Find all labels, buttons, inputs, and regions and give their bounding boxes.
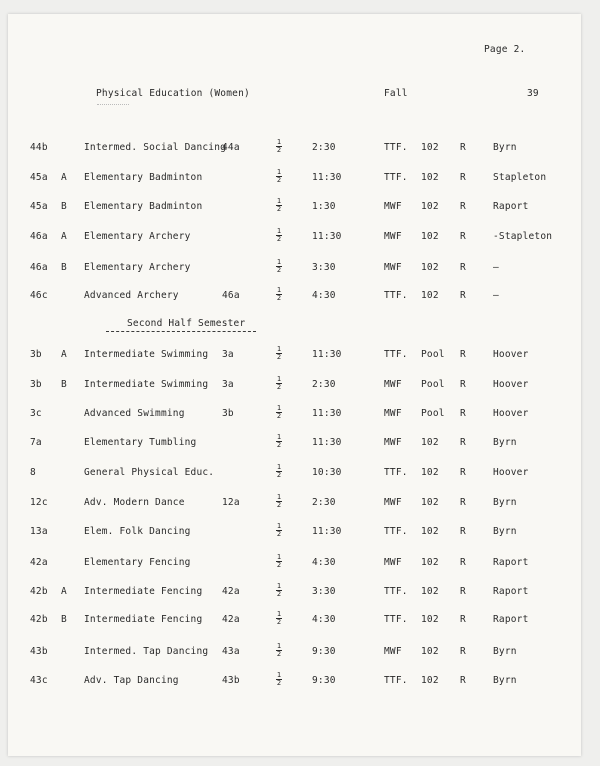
credit-numerator: 1 (276, 642, 282, 650)
status-code: R (460, 497, 466, 508)
course-number: 8 (30, 467, 36, 478)
class-time: 2:30 (312, 379, 336, 390)
class-time: 3:30 (312, 262, 336, 273)
class-time: 2:30 (312, 142, 336, 153)
credit-numerator: 1 (276, 375, 282, 383)
credit-fraction (275, 169, 283, 184)
course-title: Elementary Archery (84, 262, 191, 273)
credit-numerator: 1 (276, 404, 282, 412)
class-time: 9:30 (312, 646, 336, 657)
credit-numerator: 1 (276, 671, 282, 679)
course-title: Adv. Modern Dance (84, 497, 185, 508)
section-letter: B (61, 201, 67, 212)
meeting-days: MWF (384, 497, 402, 508)
course-number: 44b (30, 142, 48, 153)
room: 102 (421, 526, 439, 537)
course-title: Intermediate Fencing (84, 614, 203, 625)
instructor: Byrn (493, 497, 517, 508)
prerequisite: 43a (222, 646, 240, 657)
room: 102 (421, 172, 439, 183)
instructor: Raport (493, 586, 529, 597)
section-letter: A (61, 172, 67, 183)
status-code: R (460, 675, 466, 686)
prerequisite: 3a (222, 349, 234, 360)
credit-fraction (275, 405, 283, 420)
status-code: R (460, 290, 466, 301)
meeting-days: MWF (384, 201, 402, 212)
credit-fraction (275, 672, 283, 687)
instructor: -Stapleton (493, 231, 553, 242)
section-letter: A (61, 586, 67, 597)
course-title: Advanced Swimming (84, 408, 185, 419)
class-time: 1:30 (312, 201, 336, 212)
credit-fraction (275, 287, 283, 302)
prerequisite: 12a (222, 497, 240, 508)
credit-fraction (275, 494, 283, 509)
class-time: 9:30 (312, 675, 336, 686)
credit-numerator: 1 (276, 463, 282, 471)
room: 102 (421, 557, 439, 568)
course-number: 46a (30, 262, 48, 273)
credit-fraction (275, 259, 283, 274)
course-title: Intermed. Tap Dancing (84, 646, 209, 657)
course-number: 42a (30, 557, 48, 568)
status-code: R (460, 437, 466, 448)
credit-numerator: 1 (276, 197, 282, 205)
section-letter: B (61, 262, 67, 273)
credit-denominator: 2 (276, 441, 282, 449)
status-code: R (460, 201, 466, 212)
instructor: Hoover (493, 467, 529, 478)
instructor: Byrn (493, 526, 517, 537)
credit-numerator: 1 (276, 493, 282, 501)
room: 102 (421, 201, 439, 212)
meeting-days: MWF (384, 231, 402, 242)
instructor: — (493, 262, 499, 273)
credit-denominator: 2 (276, 205, 282, 213)
instructor: — (493, 290, 499, 301)
status-code: R (460, 526, 466, 537)
credit-denominator: 2 (276, 679, 282, 687)
status-code: R (460, 646, 466, 657)
course-title: Intermediate Swimming (84, 379, 209, 390)
prerequisite: 42a (222, 586, 240, 597)
instructor: Raport (493, 557, 529, 568)
class-time: 2:30 (312, 497, 336, 508)
instructor: Raport (493, 201, 529, 212)
course-title: Advanced Archery (84, 290, 179, 301)
prerequisite: 42a (222, 614, 240, 625)
instructor: Byrn (493, 675, 517, 686)
course-title: General Physical Educ. (84, 467, 215, 478)
credit-denominator: 2 (276, 561, 282, 569)
room: Pool (421, 379, 445, 390)
status-code: R (460, 467, 466, 478)
course-title: Intermed. Social Dancing (84, 142, 227, 153)
course-number: 3c (30, 408, 42, 419)
status-code: R (460, 231, 466, 242)
course-title: Elementary Badminton (84, 172, 203, 183)
course-number: 43c (30, 675, 48, 686)
status-code: R (460, 379, 466, 390)
status-code: R (460, 262, 466, 273)
credit-fraction (275, 643, 283, 658)
credit-numerator: 1 (276, 258, 282, 266)
credit-numerator: 1 (276, 286, 282, 294)
credit-denominator: 2 (276, 590, 282, 598)
page-code: 39 (527, 88, 539, 99)
meeting-days: MWF (384, 379, 402, 390)
meeting-days: MWF (384, 557, 402, 568)
status-code: R (460, 349, 466, 360)
credit-fraction (275, 523, 283, 538)
class-time: 4:30 (312, 557, 336, 568)
instructor: Byrn (493, 437, 517, 448)
course-number: 12c (30, 497, 48, 508)
meeting-days: TTF. (384, 172, 408, 183)
status-code: R (460, 172, 466, 183)
status-code: R (460, 142, 466, 153)
status-code: R (460, 557, 466, 568)
meeting-days: TTF. (384, 467, 408, 478)
class-time: 11:30 (312, 526, 342, 537)
course-title: Intermediate Swimming (84, 349, 209, 360)
credit-fraction (275, 583, 283, 598)
course-number: 45a (30, 172, 48, 183)
class-time: 11:30 (312, 172, 342, 183)
instructor: Hoover (493, 349, 529, 360)
class-time: 10:30 (312, 467, 342, 478)
course-title: Elementary Archery (84, 231, 191, 242)
prerequisite: 44a (222, 142, 240, 153)
class-time: 11:30 (312, 408, 342, 419)
credit-numerator: 1 (276, 553, 282, 561)
class-time: 11:30 (312, 231, 342, 242)
course-number: 42b (30, 614, 48, 625)
room: 102 (421, 586, 439, 597)
class-time: 11:30 (312, 349, 342, 360)
credit-fraction (275, 139, 283, 154)
second-half-heading: Second Half Semester (127, 318, 246, 329)
instructor: Hoover (493, 408, 529, 419)
credit-fraction (275, 464, 283, 479)
status-code: R (460, 586, 466, 597)
instructor: Hoover (493, 379, 529, 390)
credit-numerator: 1 (276, 345, 282, 353)
credit-denominator: 2 (276, 650, 282, 658)
meeting-days: TTF. (384, 290, 408, 301)
room: 102 (421, 142, 439, 153)
credit-fraction (275, 434, 283, 449)
meeting-days: TTF. (384, 142, 408, 153)
credit-denominator: 2 (276, 501, 282, 509)
room: 102 (421, 467, 439, 478)
section-letter: B (61, 379, 67, 390)
prerequisite: 3b (222, 408, 234, 419)
second-half-underline (106, 331, 256, 332)
credit-denominator: 2 (276, 471, 282, 479)
class-time: 4:30 (312, 290, 336, 301)
meeting-days: TTF. (384, 349, 408, 360)
meeting-days: TTF. (384, 614, 408, 625)
credit-denominator: 2 (276, 383, 282, 391)
credit-fraction (275, 611, 283, 626)
credit-numerator: 1 (276, 433, 282, 441)
room: Pool (421, 349, 445, 360)
room: 102 (421, 290, 439, 301)
credit-denominator: 2 (276, 235, 282, 243)
prerequisite: 43b (222, 675, 240, 686)
course-number: 7a (30, 437, 42, 448)
class-time: 3:30 (312, 586, 336, 597)
credit-numerator: 1 (276, 227, 282, 235)
instructor: Raport (493, 614, 529, 625)
credit-fraction (275, 228, 283, 243)
room: 102 (421, 262, 439, 273)
meeting-days: MWF (384, 646, 402, 657)
course-number: 46c (30, 290, 48, 301)
status-code: R (460, 408, 466, 419)
credit-fraction (275, 376, 283, 391)
room: 102 (421, 497, 439, 508)
meeting-days: MWF (384, 262, 402, 273)
room: 102 (421, 675, 439, 686)
course-number: 45a (30, 201, 48, 212)
room: 102 (421, 437, 439, 448)
credit-numerator: 1 (276, 582, 282, 590)
credit-fraction (275, 554, 283, 569)
course-title: Elementary Tumbling (84, 437, 197, 448)
course-title: Elementary Fencing (84, 557, 191, 568)
instructor: Stapleton (493, 172, 547, 183)
room: 102 (421, 614, 439, 625)
credit-numerator: 1 (276, 168, 282, 176)
prerequisite: 46a (222, 290, 240, 301)
credit-fraction (275, 346, 283, 361)
status-code: R (460, 614, 466, 625)
credit-denominator: 2 (276, 294, 282, 302)
meeting-days: TTF. (384, 526, 408, 537)
instructor: Byrn (493, 142, 517, 153)
course-number: 3b (30, 349, 42, 360)
credit-denominator: 2 (276, 618, 282, 626)
credit-denominator: 2 (276, 176, 282, 184)
course-number: 43b (30, 646, 48, 657)
credit-numerator: 1 (276, 610, 282, 618)
section-letter: A (61, 349, 67, 360)
credit-denominator: 2 (276, 412, 282, 420)
meeting-days: TTF. (384, 586, 408, 597)
page-number: Page 2. (484, 44, 526, 55)
credit-fraction (275, 198, 283, 213)
room: 102 (421, 231, 439, 242)
course-number: 3b (30, 379, 42, 390)
meeting-days: MWF (384, 437, 402, 448)
course-title: Adv. Tap Dancing (84, 675, 179, 686)
course-number: 42b (30, 586, 48, 597)
prerequisite: 3a (222, 379, 234, 390)
term-heading: Fall (384, 88, 408, 99)
credit-denominator: 2 (276, 530, 282, 538)
credit-numerator: 1 (276, 522, 282, 530)
credit-denominator: 2 (276, 353, 282, 361)
credit-denominator: 2 (276, 146, 282, 154)
credit-denominator: 2 (276, 266, 282, 274)
course-title: Elem. Folk Dancing (84, 526, 191, 537)
credit-numerator: 1 (276, 138, 282, 146)
class-time: 11:30 (312, 437, 342, 448)
class-time: 4:30 (312, 614, 336, 625)
course-number: 46a (30, 231, 48, 242)
instructor: Byrn (493, 646, 517, 657)
meeting-days: TTF. (384, 675, 408, 686)
room: 102 (421, 646, 439, 657)
room: Pool (421, 408, 445, 419)
section-letter: A (61, 231, 67, 242)
course-title: Elementary Badminton (84, 201, 203, 212)
section-letter: B (61, 614, 67, 625)
header-underline-mark (97, 104, 129, 105)
course-title: Intermediate Fencing (84, 586, 203, 597)
course-number: 13a (30, 526, 48, 537)
department-heading: Physical Education (Women) (96, 88, 250, 99)
meeting-days: MWF (384, 408, 402, 419)
